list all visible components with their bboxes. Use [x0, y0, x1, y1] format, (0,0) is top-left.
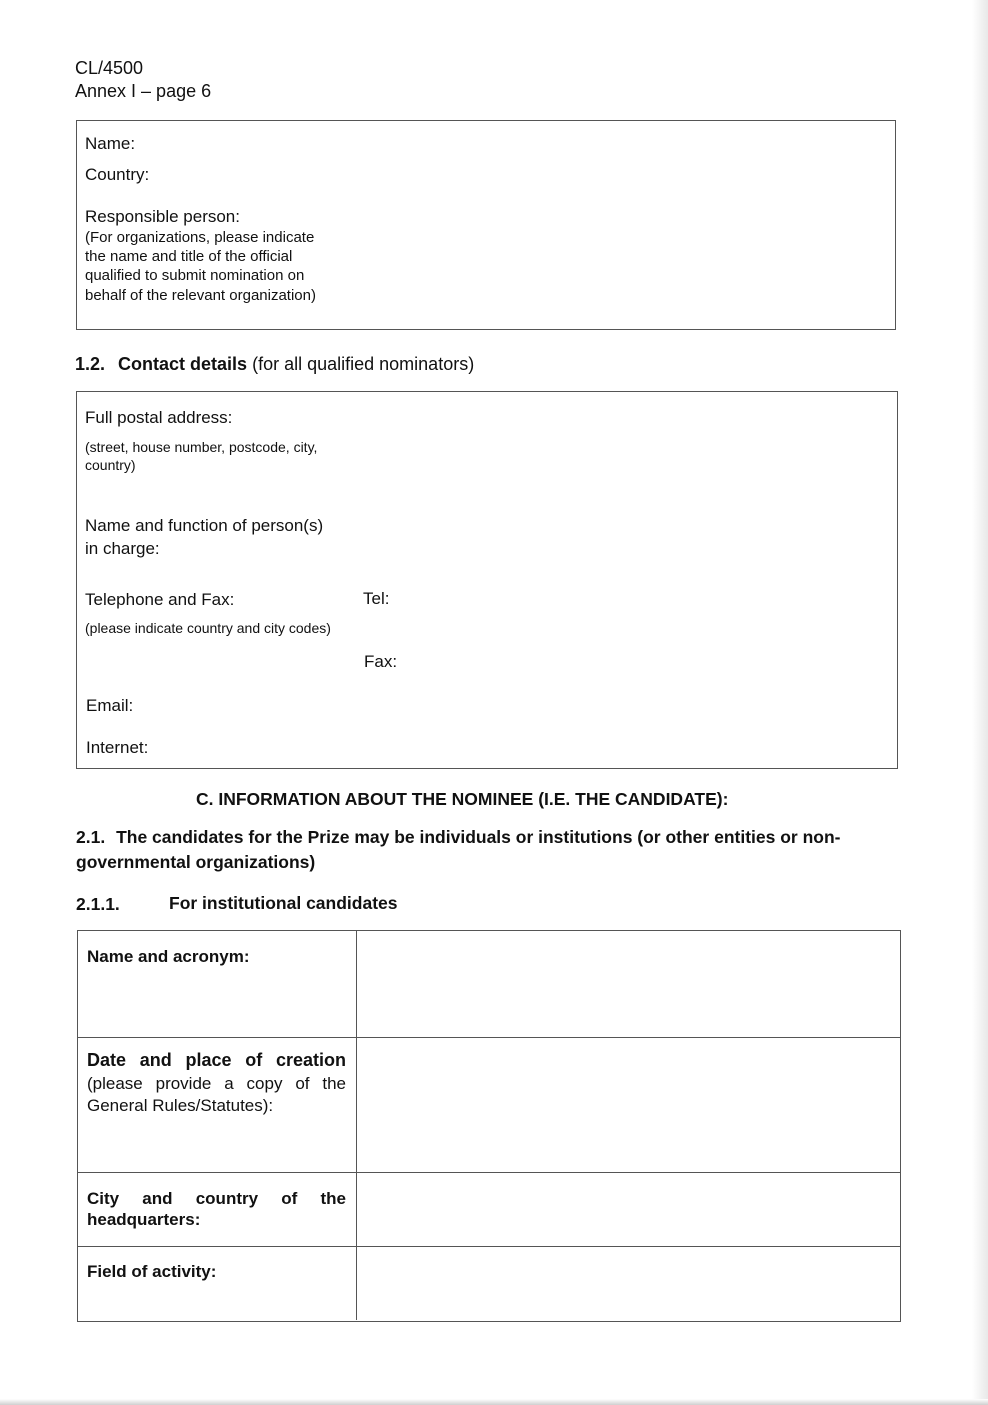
section-number: 1.2.	[75, 354, 106, 374]
postal-note-line: (street, house number, postcode, city,	[85, 439, 318, 455]
name-label: Name:	[85, 134, 136, 153]
table-row-label: Date and place of creation	[87, 1050, 346, 1070]
table-row-label: Field of activity:	[87, 1262, 217, 1281]
email-label: Email:	[86, 696, 134, 715]
table-row-label: City and country of the	[87, 1189, 346, 1208]
telephone-fax-label: Telephone and Fax:	[85, 590, 235, 609]
section-text-line: The candidates for the Prize may be individuals or institutions (or other entities or non-	[116, 827, 841, 847]
postal-address-label: Full postal address:	[85, 408, 233, 427]
responsible-note-line: qualified to submit nomination on	[85, 267, 305, 284]
table-row-divider	[77, 1037, 900, 1038]
responsible-person-label: Responsible person:	[85, 207, 240, 226]
tel-label: Tel:	[363, 589, 390, 608]
table-row-label: headquarters:	[87, 1210, 201, 1229]
section-c-heading: C. INFORMATION ABOUT THE NOMINEE (I.E. THE CANDIDATE):	[196, 789, 729, 809]
responsible-note-line: behalf of the relevant organization)	[85, 287, 316, 304]
person-in-charge-label: Name and function of person(s)	[85, 516, 324, 535]
responsible-note-line: (For organizations, please indicate	[85, 229, 315, 246]
table-row-divider	[77, 1246, 900, 1247]
country-label: Country:	[85, 165, 150, 184]
scan-shadow-bottom	[0, 1399, 988, 1405]
internet-label: Internet:	[86, 738, 149, 757]
section-subtitle: (for all qualified nominators)	[252, 354, 475, 374]
responsible-note-line: the name and title of the official	[85, 248, 293, 265]
section-title: Contact details	[118, 354, 248, 374]
section-2-1-heading	[76, 825, 896, 849]
section-number: 2.1.	[76, 827, 106, 847]
table-row-label: Name and acronym:	[87, 947, 250, 966]
annex-page-label: Annex I – page 6	[75, 81, 212, 101]
person-in-charge-label: in charge:	[85, 539, 160, 558]
section-2-1-1-number: 2.1.1.	[76, 894, 120, 914]
table-row-divider	[77, 1172, 900, 1173]
document-reference: CL/4500	[75, 58, 144, 78]
scan-shadow-right	[972, 0, 988, 1405]
fax-label: Fax:	[364, 652, 398, 671]
table-column-divider	[356, 930, 357, 1320]
section-1-2-heading	[75, 352, 474, 376]
section-2-1-1-title: For institutional candidates	[169, 893, 398, 913]
table-row-note: (please provide a copy of the	[87, 1074, 346, 1093]
section-2-1-heading-continued: governmental organizations)	[76, 852, 316, 872]
table-row-note: General Rules/Statutes):	[87, 1096, 274, 1115]
phone-note: (please indicate country and city codes)	[85, 620, 331, 636]
postal-note-line: country)	[85, 457, 136, 473]
